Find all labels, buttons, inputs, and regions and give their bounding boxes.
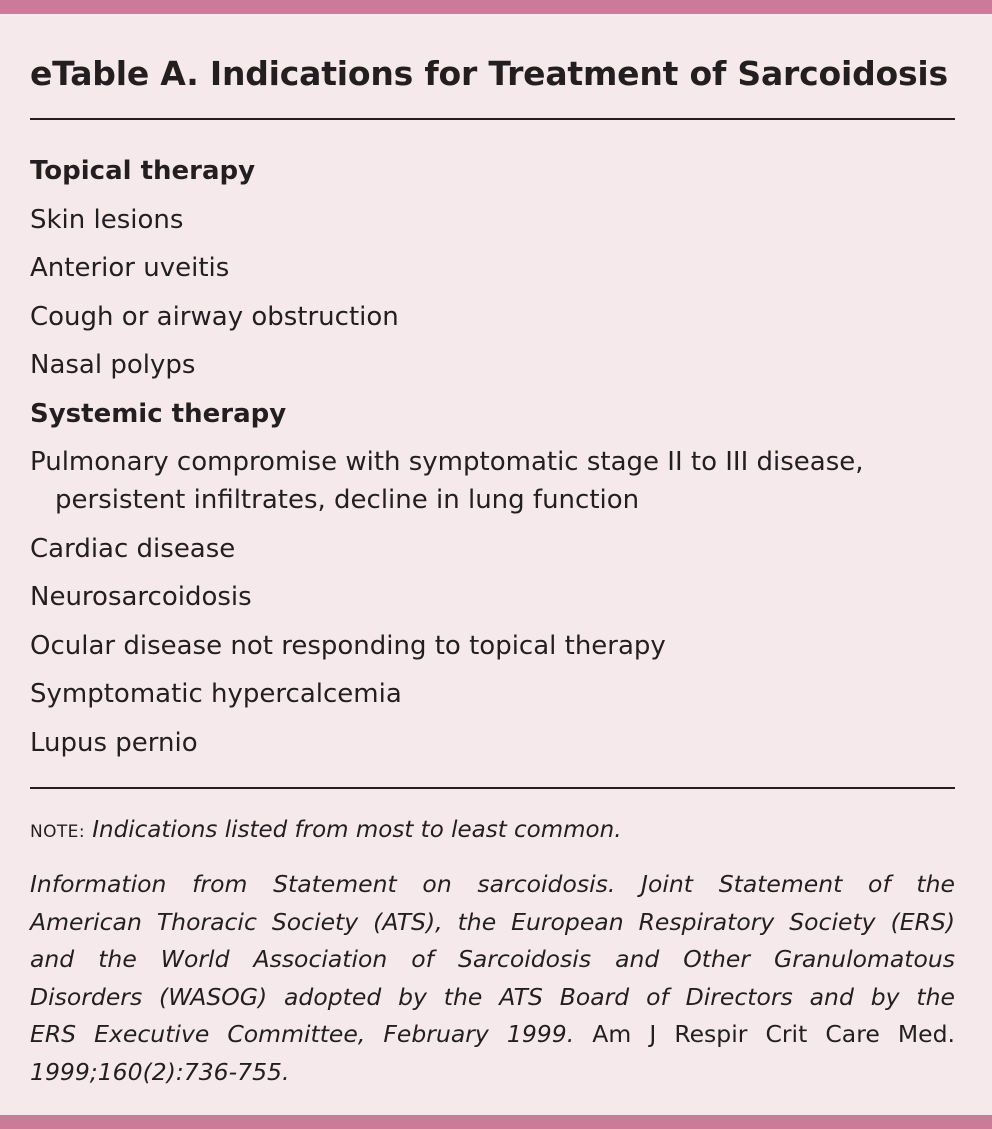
source-line-text: ERS Executive Committee, February 1999. [30, 1020, 575, 1049]
section-heading-topical: Topical therapy [30, 156, 256, 186]
source-line [30, 1016, 955, 1054]
row-text-continuation: persistent infiltrates, decline in lung function [55, 485, 640, 515]
source-line: American Thoracic Society (ATS), the European Respiratory Society (ERS) [30, 907, 955, 936]
bottom-accent-band [0, 1115, 992, 1129]
source-line: 1999;160(2):736-755. [30, 1057, 290, 1086]
top-accent-band [0, 0, 992, 14]
table-note [30, 812, 622, 850]
table-row: Lupus pernio [30, 727, 198, 758]
journal-name: Am J Respir Crit Care Med. [592, 1020, 955, 1049]
note-label: NOTE: [30, 822, 85, 842]
table-row: Cough or airway obstruction [30, 301, 399, 332]
row-text: Pulmonary compromise with symptomatic stage II to III disease, [30, 447, 864, 477]
table-row: Nasal polyps [30, 350, 196, 380]
table-row: Skin lesions [30, 204, 184, 235]
source-line: and the World Association of Sarcoidosis and Other Granulomatous [30, 945, 955, 974]
table-body [30, 152, 955, 772]
source-line: Information from Statement on sarcoidosis. Joint Statement of the [30, 870, 955, 898]
table-title: eTable A. Indications for Treatment of Sarcoidosis [30, 54, 948, 93]
note-text: Indications listed from most to least common. [92, 817, 622, 843]
title-divider [30, 118, 955, 120]
table-row [30, 443, 955, 519]
table-row: Anterior uveitis [30, 253, 230, 283]
source-citation [30, 866, 955, 1092]
table-row: Symptomatic hypercalcemia [30, 679, 402, 709]
table-row: Cardiac disease [30, 533, 236, 564]
footer-divider [30, 787, 955, 789]
section-heading-systemic: Systemic therapy [30, 398, 287, 429]
source-line: Disorders (WASOG) adopted by the ATS Board of Directors and by the [30, 982, 955, 1011]
table-row: Ocular disease not responding to topical therapy [30, 630, 666, 661]
table-row: Neurosarcoidosis [30, 582, 252, 612]
